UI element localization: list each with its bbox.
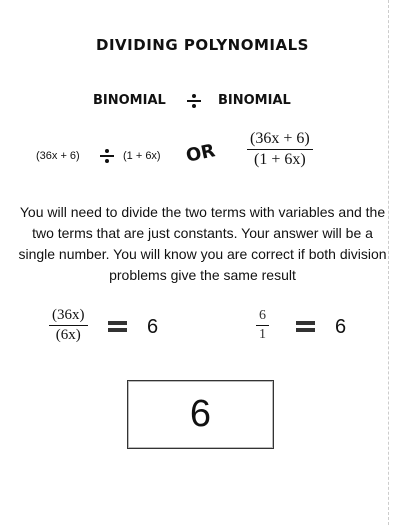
subtitle-left-term: BINOMIAL	[93, 93, 166, 108]
variable-terms-fraction	[49, 307, 88, 344]
inline-divisor: (1 + 6x)	[123, 150, 161, 162]
page-title: DIVIDING POLYNOMIALS	[96, 36, 309, 54]
fraction-bar	[247, 149, 313, 150]
final-answer-box	[127, 380, 274, 449]
division-icon	[98, 148, 116, 164]
constant-denominator: 1	[259, 327, 266, 342]
fraction-expression	[247, 130, 313, 169]
final-answer: 6	[189, 393, 212, 435]
fraction-numerator: (36x + 6)	[250, 130, 310, 147]
variable-numerator: (36x)	[52, 307, 85, 323]
variable-result: 6	[147, 316, 159, 338]
equals-icon	[296, 321, 315, 333]
fraction-bar	[49, 325, 88, 326]
variable-denominator: (6x)	[55, 327, 81, 343]
constant-terms-fraction	[256, 308, 269, 343]
instructions-paragraph: You will need to divide the two terms with variables and the two terms that are just constants. Your answer will be a single number. You will know you are correct if both division problems give the same result	[18, 204, 387, 283]
subtitle-right-term: BINOMIAL	[218, 93, 291, 108]
constant-result: 6	[335, 316, 347, 338]
inline-dividend: (36x + 6)	[36, 150, 80, 162]
equals-icon	[108, 321, 127, 333]
fraction-denominator: (1 + 6x)	[254, 151, 306, 168]
division-icon	[185, 93, 203, 109]
fraction-bar	[256, 325, 269, 326]
constant-numerator: 6	[259, 308, 266, 323]
or-label: OR	[184, 140, 218, 167]
